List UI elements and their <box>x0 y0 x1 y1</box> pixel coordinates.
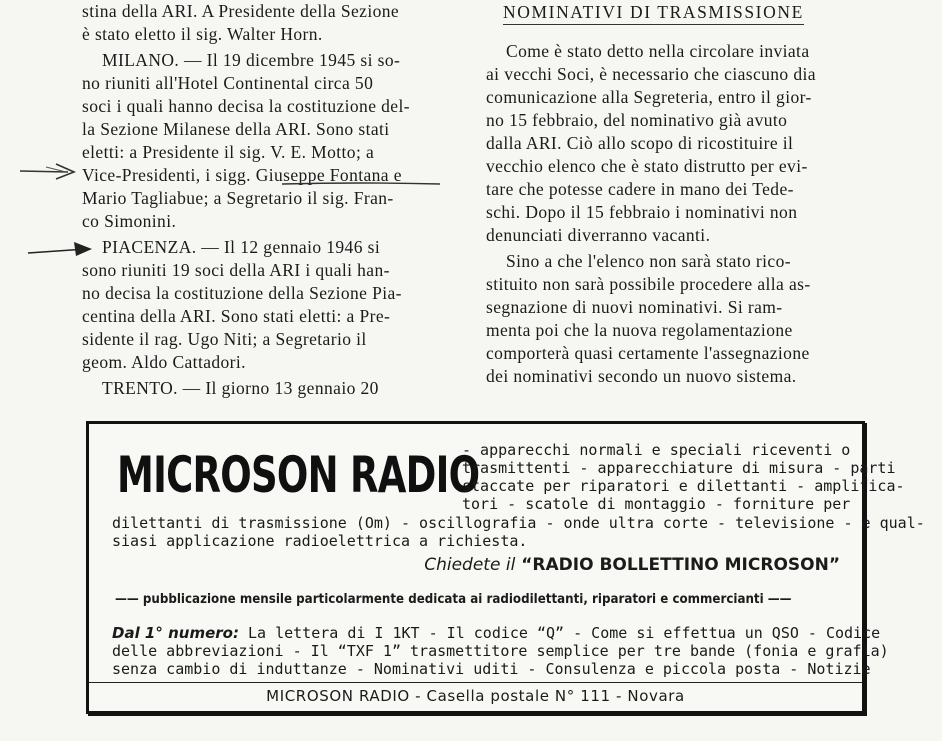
ad-publication-line: —— pubblicazione mensile particolarmente dedicata ai radiodilettanti, riparatori e commercianti —— <box>115 591 792 607</box>
text-line: segnazione di nuovi nominativi. Si ram- <box>486 297 783 317</box>
ad-first-issue-contents <box>112 624 889 678</box>
ad-text-line: staccate per riparatori e dilettanti - amplifica- <box>462 477 905 495</box>
text-line: no 15 febbraio, del nominativo già avuto <box>486 110 788 130</box>
text-line: centina della ARI. Sono stati eletti: a Pre- <box>82 306 391 326</box>
left-column <box>82 0 462 400</box>
text-line: TRENTO. — Il giorno 13 gennaio 20 <box>102 378 379 398</box>
ad-callout-lead: Chiedete il <box>424 555 516 575</box>
text-line: eletti: a Presidente il sig. V. E. Motto; a <box>82 142 375 162</box>
text-line: geom. Aldo Cattadori. <box>82 352 246 372</box>
ad-brand-title: MICROSON RADIO <box>117 446 480 504</box>
text-line: tare che potesse cadere in mano dei Tede- <box>486 179 794 199</box>
text-line: comporterà quasi certamente l'assegnazione <box>486 343 810 363</box>
text-line: schi. Dopo il 15 febbraio i nominativi non <box>486 202 798 222</box>
text-line: stina della ARI. A Presidente della Sezione <box>82 1 400 21</box>
text-line: la Sezione Milanese della ARI. Sono stati <box>82 119 390 139</box>
text-line: no decisa la costituzione della Sezione Pia- <box>82 283 402 303</box>
ad-bulletin-callout <box>424 555 840 575</box>
text-line: dei nominativi secondo un nuovo sistema. <box>486 366 797 386</box>
text-line: ai vecchi Soci, è necessario che ciascuno dia <box>486 64 816 84</box>
text-line: stituito non sarà possibile procedere alla as- <box>486 274 811 294</box>
ad-footer-address: MICROSON RADIO - Casella postale N° 111 - Novara <box>89 682 862 705</box>
text-line: menta poi che la nuova regolamentazione <box>486 320 793 340</box>
ad-first-issue-label: Dal 1° numero: <box>112 624 239 642</box>
text-line: Sino a che l'elenco non sarà stato rico- <box>506 251 791 271</box>
text-line: Mario Tagliabue; a Segretario il sig. Fran- <box>82 188 394 208</box>
text-line-underlined-name: Vice-Presidenti, i sigg. Giuseppe Fontana e <box>82 165 402 185</box>
ad-text-line: tori - scatole di montaggio - forniture per <box>462 495 851 513</box>
text-line: MILANO. — Il 19 dicembre 1945 si so- <box>102 50 401 70</box>
ad-product-list <box>462 441 905 513</box>
section-heading: NOMINATIVI DI TRASMISSIONE <box>503 2 804 25</box>
ad-text-line: La lettera di I 1KT - Il codice “Q” - Come si effettua un QSO - Codice <box>248 624 881 642</box>
ad-text-line: trasmittenti - apparecchiature di misura - parti <box>462 459 896 477</box>
ad-bulletin-title: “RADIO BOLLETTINO MICROSON” <box>521 555 840 575</box>
ad-text-line: siasi applicazione radioelettrica a richiesta. <box>112 532 528 550</box>
text-line: sidente il rag. Ugo Niti; a Segretario il <box>82 329 367 349</box>
text-line: è stato eletto il sig. Walter Horn. <box>82 24 323 44</box>
right-column <box>486 40 864 388</box>
ad-text-line: delle abbreviazioni - Il “TXF 1” trasmettitore semplice per tre bande (fonia e grafia) <box>112 642 889 660</box>
handwritten-arrow-icon <box>18 160 82 182</box>
text-line: comunicazione alla Segreteria, entro il gior- <box>486 87 812 107</box>
text-line: dalla ARI. Ciò allo scopo di ricostituire il <box>486 133 794 153</box>
microson-advertisement <box>86 421 925 714</box>
pencil-underline <box>282 181 442 187</box>
ad-text-line: senza cambio di induttanze - Nominativi uditi - Consulenza e piccola posta - Notizie <box>112 660 871 678</box>
text-line: Come è stato detto nella circolare inviata <box>506 41 810 61</box>
text-line: sono riuniti 19 soci della ARI i quali han- <box>82 260 390 280</box>
text-line: co Simonini. <box>82 211 177 231</box>
ad-text-line: - apparecchi normali e speciali riceventi o <box>462 441 851 459</box>
text-line: denunciati diverranno vacanti. <box>486 225 711 245</box>
ad-text-line: dilettanti di trasmissione (Om) - oscillografia - onde ultra corte - televisione - e qual- <box>112 514 925 532</box>
ad-body-text <box>112 514 925 550</box>
text-line: no riuniti all'Hotel Continental circa 50 <box>82 73 374 93</box>
handwritten-arrow-icon <box>26 240 96 260</box>
text-line: PIACENZA. — Il 12 gennaio 1946 si <box>102 237 381 257</box>
text-line: vecchio elenco che è stato distrutto per evi- <box>486 156 808 176</box>
text-line: soci i quali hanno decisa la costituzione del- <box>82 96 410 116</box>
